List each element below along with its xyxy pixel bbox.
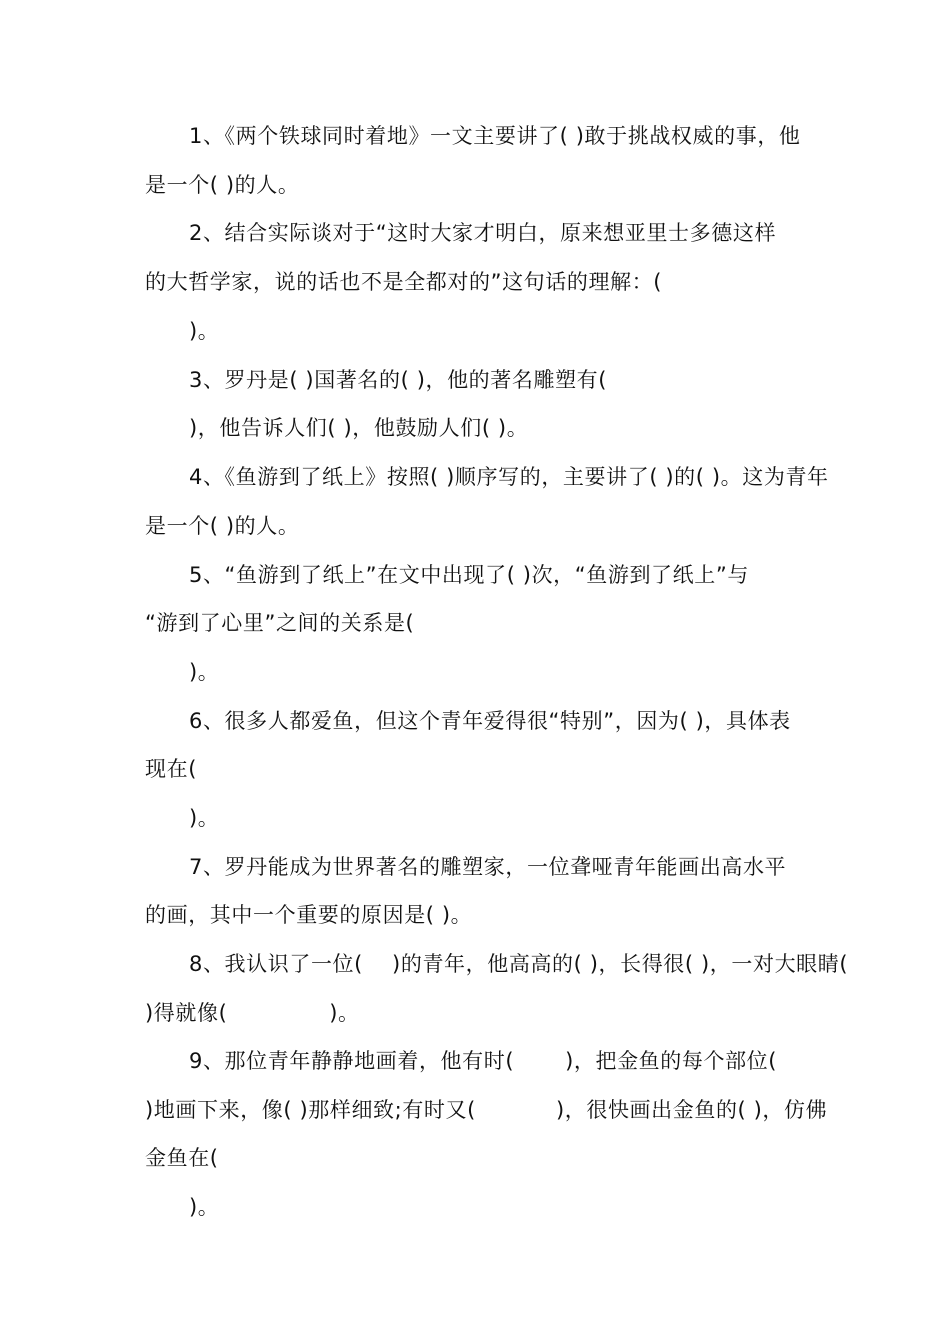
- q2-line-1: 2、结合实际谈对于“这时大家才明白，原来想亚里士多德这样: [189, 221, 777, 245]
- q4-line-2: 是一个( )的人。: [145, 514, 300, 538]
- q5-line-1: 5、“鱼游到了纸上”在文中出现了( )次，“鱼游到了纸上”与: [189, 563, 749, 587]
- q9-line-3: 金鱼在(: [145, 1146, 219, 1170]
- q9-line-2: )地画下来，像( )那样细致;有时又( )，很快画出金鱼的( )，仿佛: [145, 1098, 828, 1122]
- q1-line-2: 是一个( )的人。: [145, 173, 300, 197]
- q1-line-1: 1、《两个铁球同时着地》一文主要讲了( )敢于挑战权威的事，他: [189, 124, 801, 148]
- q7-line-2: 的画，其中一个重要的原因是( )。: [145, 903, 473, 927]
- q2-line-3: )。: [189, 319, 220, 343]
- q8-line-2: )得就像( )。: [145, 1001, 360, 1025]
- q6-line-1: 6、很多人都爱鱼，但这个青年爱得很“特别”，因为( )，具体表: [189, 709, 791, 733]
- q6-line-3: )。: [189, 806, 220, 830]
- q2-line-2: 的大哲学家，说的话也不是全都对的”这句话的理解：(: [145, 270, 663, 294]
- q8-line-1: 8、我认识了一位( )的青年，他高高的( )，长得很( )，一对大眼睛(: [189, 952, 849, 976]
- q6-line-2: 现在(: [145, 757, 197, 781]
- q7-line-1: 7、罗丹能成为世界著名的雕塑家，一位聋哑青年能画出高水平: [189, 855, 787, 879]
- q5-line-3: )。: [189, 660, 220, 684]
- q9-line-4: )。: [189, 1195, 220, 1219]
- q9-line-1: 9、那位青年静静地画着，他有时( )，把金鱼的每个部位(: [189, 1049, 778, 1073]
- q4-line-1: 4、《鱼游到了纸上》按照( )顺序写的，主要讲了( )的( )。这为青年: [189, 465, 829, 489]
- q3-line-2: )，他告诉人们( )，他鼓励人们( )。: [189, 416, 529, 440]
- q3-line-1: 3、罗丹是( )国著名的( )，他的著名雕塑有(: [189, 368, 608, 392]
- q5-line-2: “游到了心里”之间的关系是(: [145, 611, 415, 635]
